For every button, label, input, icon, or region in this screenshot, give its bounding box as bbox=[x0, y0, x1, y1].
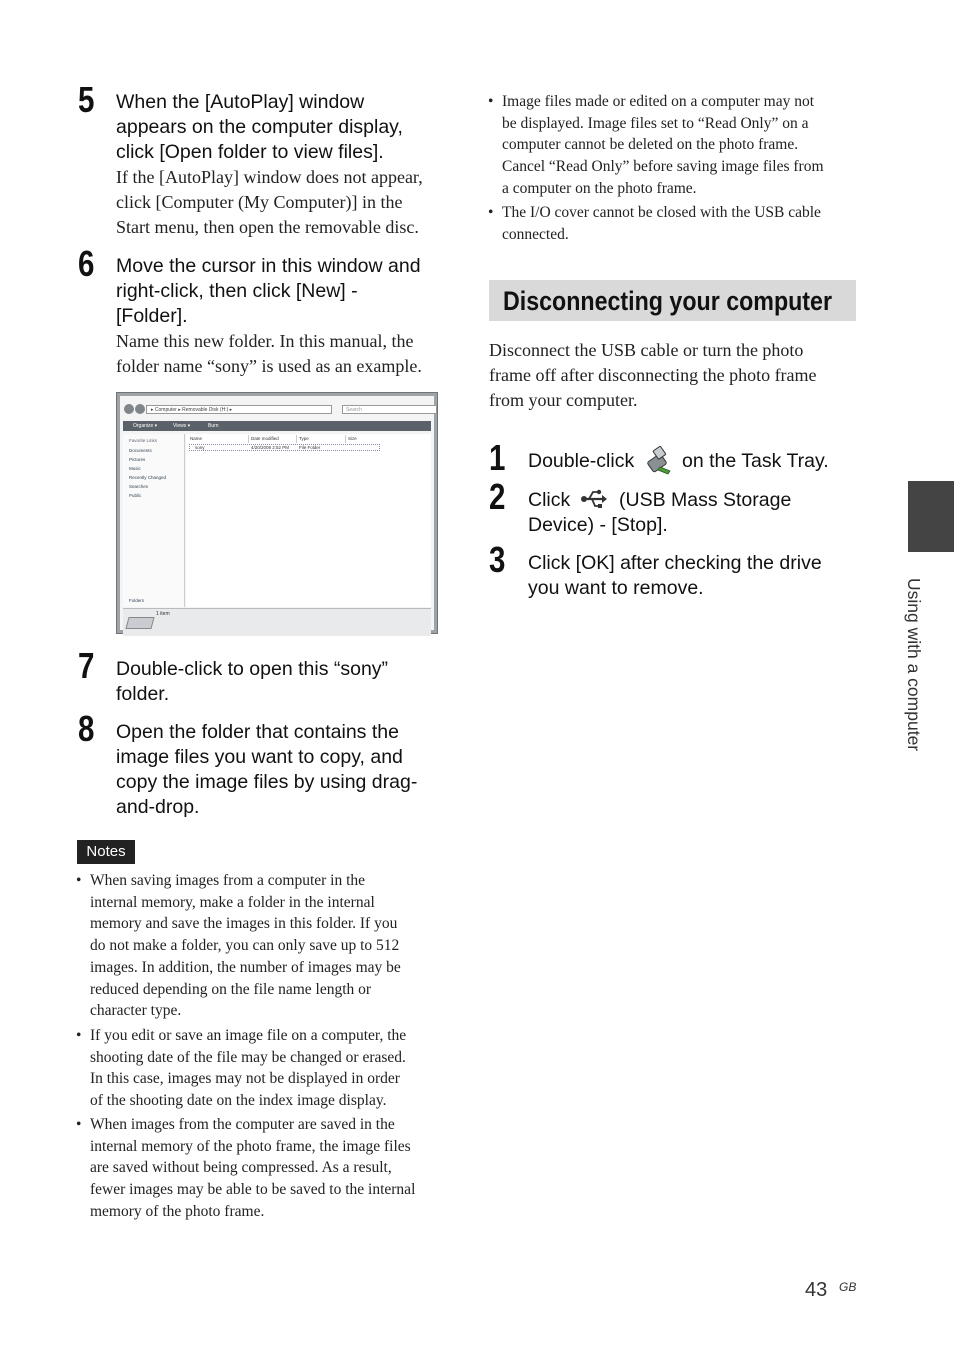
favorite-links-label: Favorite Links bbox=[129, 438, 158, 443]
step-1-heading-end bbox=[682, 449, 829, 474]
text-line: Double-click to open this “sony” bbox=[116, 658, 389, 680]
nav-item: Searches bbox=[129, 484, 149, 489]
text-line: shooting date of the file may be changed or erased. bbox=[90, 1048, 406, 1066]
text-line: reduced depending on the file name length or bbox=[90, 980, 372, 998]
item-count: 1 item bbox=[156, 611, 170, 617]
text-line: be displayed. Image files set to “Read Only” on a bbox=[502, 114, 809, 132]
section-title: Disconnecting your computer bbox=[503, 286, 833, 316]
usb-icon bbox=[580, 485, 608, 513]
text-line: click [Computer (My Computer)] in the bbox=[116, 192, 403, 212]
page-number: 43 bbox=[805, 1279, 828, 1301]
text-line: fewer images may be able to be saved to the internal bbox=[90, 1181, 416, 1199]
explorer-screenshot bbox=[116, 392, 438, 634]
text-line: [Folder]. bbox=[116, 305, 188, 327]
column-header-date: Date modified bbox=[251, 436, 279, 441]
text-line: are saved without being compressed. As a result, bbox=[90, 1159, 392, 1177]
text-line: Move the cursor in this window and bbox=[116, 255, 421, 277]
text-line: When the [AutoPlay] window bbox=[116, 91, 365, 113]
text-line: The I/O cover cannot be closed with the USB cable bbox=[502, 204, 821, 221]
text-line: right-click, then click [New] - bbox=[116, 280, 358, 302]
text-line: you want to remove. bbox=[528, 577, 704, 599]
text-line: image files you want to copy, and bbox=[116, 746, 403, 768]
text-line: computer cannot be deleted on the photo frame. bbox=[502, 136, 799, 154]
text-fragment: (USB Mass Storage bbox=[619, 489, 792, 511]
step-3-number: 3 bbox=[489, 539, 506, 580]
text-fragment: Device) - [Stop]. bbox=[528, 514, 668, 536]
text-line: and-drop. bbox=[116, 796, 200, 818]
step-3-heading bbox=[528, 551, 822, 601]
forward-icon bbox=[135, 404, 145, 414]
text-line: Open the folder that contains the bbox=[116, 721, 399, 743]
text-line: When saving images from a computer in the bbox=[90, 872, 366, 889]
note-1 bbox=[76, 870, 401, 1022]
column-separator bbox=[248, 435, 249, 443]
step-6-heading bbox=[116, 254, 421, 329]
text-line: Click [OK] after checking the drive bbox=[528, 552, 822, 574]
column-header-size: Size bbox=[348, 436, 357, 441]
back-icon bbox=[124, 404, 134, 414]
column-separator bbox=[296, 435, 297, 443]
text-fragment: Click bbox=[528, 489, 571, 511]
drive-icon bbox=[125, 617, 154, 629]
nav-item: Documents bbox=[129, 448, 152, 453]
text-line: memory of the photo frame. bbox=[90, 1202, 265, 1220]
step-5-body bbox=[116, 165, 423, 240]
text-line: images. In addition, the number of images may be bbox=[90, 958, 401, 976]
file-list bbox=[186, 434, 431, 607]
text-line: copy the image files by using drag- bbox=[116, 771, 418, 793]
text-line: internal memory of the photo frame, the image files bbox=[90, 1137, 411, 1155]
text-line: folder. bbox=[116, 683, 170, 705]
section-header bbox=[489, 280, 856, 321]
file-row-name: sony bbox=[195, 445, 205, 450]
chapter-label: Using with a computer bbox=[904, 578, 924, 752]
search-box: Search bbox=[342, 405, 437, 414]
page-suffix: GB bbox=[839, 1280, 857, 1294]
text-line: click [Open folder to view files]. bbox=[116, 141, 384, 163]
column-separator bbox=[345, 435, 346, 443]
nav-item: Music bbox=[129, 466, 141, 471]
text-line: a computer on the photo frame. bbox=[502, 179, 697, 197]
text-line: do not make a folder, you can only save up to 512 bbox=[90, 937, 400, 955]
text-fragment: Double-click bbox=[528, 450, 635, 472]
explorer-toolbar bbox=[123, 421, 431, 431]
text-line: appears on the computer display, bbox=[116, 116, 403, 138]
file-row-type: File Folder bbox=[299, 445, 321, 450]
nav-item: Public bbox=[129, 493, 142, 498]
note-3 bbox=[76, 1114, 416, 1223]
step-2-heading-line2 bbox=[528, 513, 668, 538]
text-line: internal memory, make a folder in the internal bbox=[90, 893, 375, 911]
column-header-type: Type bbox=[299, 436, 309, 441]
navigation-pane bbox=[123, 434, 185, 607]
step-7-number: 7 bbox=[78, 645, 95, 686]
step-6-body bbox=[116, 329, 422, 379]
text-fragment: on the Task Tray. bbox=[682, 450, 829, 472]
burn-button: Burn bbox=[208, 423, 219, 429]
bullet: • bbox=[488, 204, 494, 221]
step-5-number: 5 bbox=[78, 79, 95, 120]
safely-remove-icon bbox=[646, 445, 674, 475]
step-7-heading bbox=[116, 657, 388, 707]
text-line: If you edit or save an image file on a computer, the bbox=[90, 1027, 407, 1044]
section-intro bbox=[489, 338, 817, 413]
nav-item: Pictures bbox=[129, 457, 146, 462]
text-line: frame off after disconnecting the photo frame bbox=[489, 365, 817, 385]
step-5-heading bbox=[116, 90, 403, 165]
right-note-1 bbox=[488, 91, 824, 200]
text-line: connected. bbox=[502, 225, 569, 243]
text-line: Disconnect the USB cable or turn the photo bbox=[489, 340, 804, 360]
step-6-number: 6 bbox=[78, 243, 95, 284]
step-2-heading bbox=[528, 488, 570, 513]
note-2 bbox=[76, 1025, 407, 1112]
text-line: When images from the computer are saved in the bbox=[90, 1116, 395, 1133]
nav-item: Recently Changed bbox=[129, 475, 167, 480]
step-1-heading bbox=[528, 449, 634, 474]
text-line: Image files made or edited on a computer may not bbox=[502, 93, 815, 110]
bullet: • bbox=[76, 872, 82, 889]
bullet: • bbox=[76, 1027, 82, 1044]
text-line: character type. bbox=[90, 1002, 182, 1020]
file-row-date: 4/20/2008 2:52 PM bbox=[251, 445, 290, 450]
text-line: If the [AutoPlay] window does not appear, bbox=[116, 167, 423, 187]
text-line: memory and save the images in this folder. If you bbox=[90, 915, 398, 933]
step-2-number: 2 bbox=[489, 476, 506, 517]
step-2-heading-end bbox=[619, 488, 791, 513]
text-line: Cancel “Read Only” before saving image files from bbox=[502, 158, 824, 176]
text-line: Name this new folder. In this manual, the bbox=[116, 331, 414, 351]
text-line: In this case, images may not be displayed in order bbox=[90, 1070, 400, 1088]
step-8-number: 8 bbox=[78, 708, 95, 749]
notes-badge: Notes bbox=[77, 840, 135, 864]
text-line: Start menu, then open the removable disc. bbox=[116, 217, 419, 237]
step-1-number: 1 bbox=[489, 437, 506, 478]
text-line: from your computer. bbox=[489, 390, 638, 410]
bullet: • bbox=[76, 1116, 82, 1133]
explorer-window bbox=[120, 396, 434, 630]
folders-label: Folders bbox=[129, 598, 145, 603]
text-line: of the shooting date on the index image display. bbox=[90, 1092, 387, 1110]
right-note-2 bbox=[488, 202, 821, 245]
organize-button: Organize ▾ bbox=[133, 423, 158, 429]
step-8-heading bbox=[116, 720, 417, 820]
views-button: Views ▾ bbox=[173, 423, 191, 429]
bullet: • bbox=[488, 93, 494, 110]
address-bar: ▸ Computer ▸ Removable Disk (H:) ▸ bbox=[146, 405, 332, 414]
column-header-name: Name bbox=[190, 436, 203, 441]
text-line: folder name “sony” is used as an example. bbox=[116, 356, 422, 376]
chapter-tab bbox=[908, 481, 954, 552]
status-bar bbox=[123, 608, 431, 636]
